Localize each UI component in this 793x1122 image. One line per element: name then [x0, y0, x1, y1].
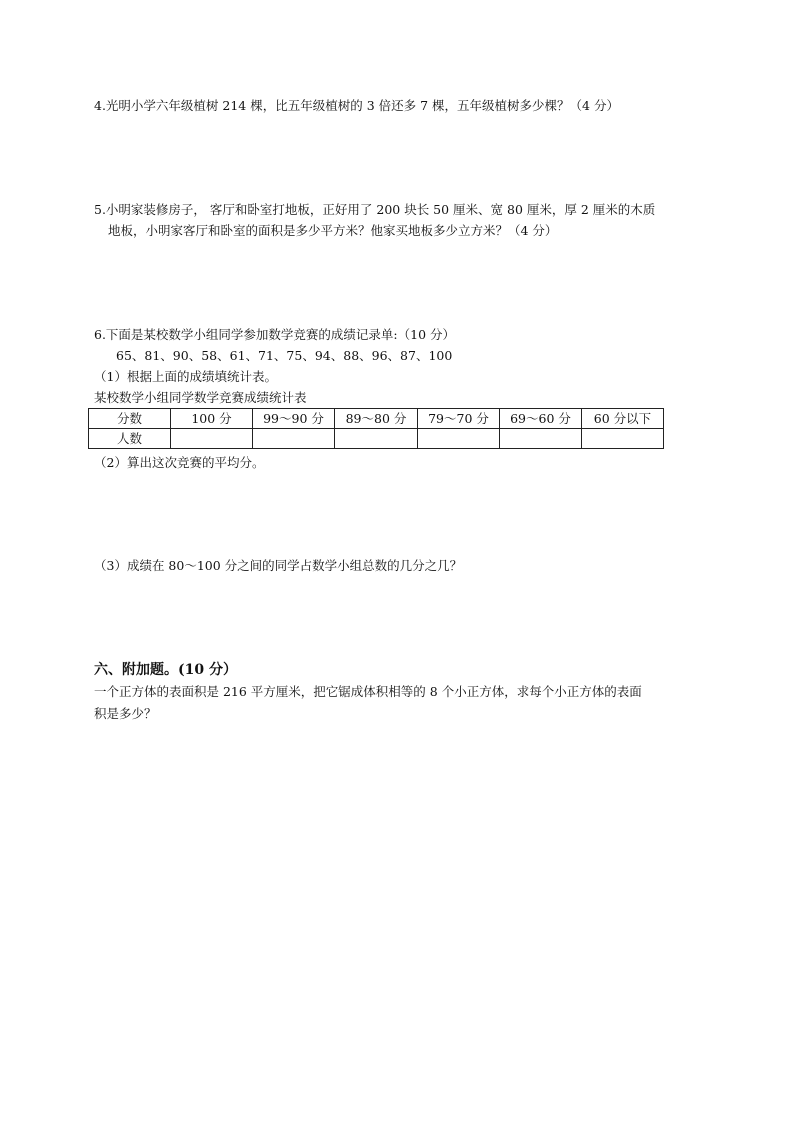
- table-cell-blank[interactable]: [418, 429, 500, 449]
- table-header-cell: 79～70 分: [418, 409, 500, 429]
- table-header-cell: 分数: [89, 409, 171, 429]
- bonus-question-line-2: 积是多少？: [94, 706, 157, 721]
- bonus-question-line-1: 一个正方体的表面积是 216 平方厘米，把它锯成体积相等的 8 个小正方体，求每个小正方体的表面: [94, 684, 642, 699]
- table-cell-blank[interactable]: [253, 429, 335, 449]
- table-header-cell: 99～90 分: [253, 409, 335, 429]
- table-cell-blank[interactable]: [335, 429, 418, 449]
- table-header-cell: 69～60 分: [500, 409, 582, 429]
- table-header-cell: 89～80 分: [335, 409, 418, 429]
- table-row: [89, 429, 664, 449]
- question-5-line-2: 地板，小明家客厅和卧室的面积是多少平方米？他家买地板多少立方米？（4 分）: [108, 223, 558, 238]
- question-6-part-1: （1）根据上面的成绩填统计表。: [94, 369, 277, 384]
- table-cell-blank[interactable]: [500, 429, 582, 449]
- score-list: 65、81、90、58、61、71、75、94、88、96、87、100: [116, 348, 453, 363]
- table-cell-blank[interactable]: [582, 429, 664, 449]
- table-header-cell: 100 分: [171, 409, 253, 429]
- table-header-cell: 60 分以下: [582, 409, 664, 429]
- score-statistics-table: [88, 408, 664, 449]
- table-cell-blank[interactable]: [171, 429, 253, 449]
- table-title: 某校数学小组同学数学竞赛成绩统计表: [94, 390, 307, 405]
- question-6-intro: 6.下面是某校数学小组同学参加数学竞赛的成绩记录单:（10 分）: [94, 327, 456, 342]
- table-row-label: 人数: [89, 429, 171, 449]
- table-header-row: [89, 409, 664, 429]
- question-6-part-3: （3）成绩在 80～100 分之间的同学占数学小组总数的几分之几？: [94, 558, 463, 573]
- question-6-part-2: （2）算出这次竞赛的平均分。: [94, 455, 265, 470]
- question-4-text: 4.光明小学六年级植树 214 棵，比五年级植树的 3 倍还多 7 棵，五年级植树多少棵？（4 分）: [94, 98, 619, 113]
- section-heading: 六、附加题。(10 分）: [94, 662, 237, 678]
- question-5-line-1: 5.小明家装修房子， 客厅和卧室打地板，正好用了 200 块长 50 厘米、宽 80 厘米，厚 2 厘米的木质: [94, 202, 656, 217]
